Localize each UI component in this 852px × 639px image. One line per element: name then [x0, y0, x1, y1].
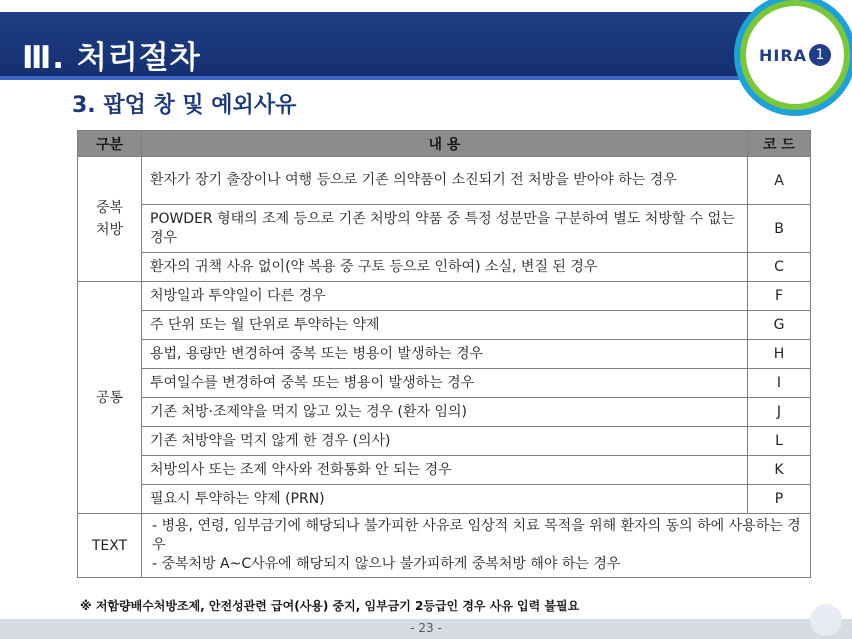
header-content: 내 용 — [142, 131, 748, 157]
header-category: 구분 — [78, 131, 142, 157]
code-cell: B — [748, 205, 811, 253]
category-cell: TEXT — [78, 514, 142, 578]
content-cell: 주 단위 또는 월 단위로 투약하는 약제 — [142, 311, 748, 340]
table-row — [78, 427, 811, 456]
logo-text: HIRA — [758, 45, 808, 65]
category-cell: 공통 — [78, 282, 142, 514]
content-cell: 필요시 투약하는 약제 (PRN) — [142, 485, 748, 514]
header-code: 코 드 — [748, 131, 811, 157]
content-cell: 환자의 귀책 사유 없이(약 복용 중 구토 등으로 인하여) 소실, 변질 된 경우 — [142, 253, 748, 282]
table-header-row — [78, 131, 811, 157]
header-bar — [0, 12, 780, 76]
table-row — [78, 282, 811, 311]
content-cell: 환자가 장기 출장이나 여행 등으로 기존 의약품이 소진되기 전 처방을 받아야 하는 경우 — [142, 157, 748, 205]
table-row — [78, 311, 811, 340]
content-cell: 기존 처방·조제약을 먹지 않고 있는 경우 (환자 임의) — [142, 398, 748, 427]
exception-reason-table — [77, 130, 811, 578]
content-cell: 처방일과 투약일이 다른 경우 — [142, 282, 748, 311]
table-row — [78, 157, 811, 205]
table-row — [78, 340, 811, 369]
footnote: ※ 저함량배수처방조제, 안전성관련 급여(사용) 중지, 임부금기 2등급인 경우 사유 입력 불필요 — [80, 599, 580, 613]
code-cell: K — [748, 456, 811, 485]
content-cell: - 병용, 연령, 임부금기에 해당되나 불가피한 사유로 임상적 치료 목적을 위해 환자의 동의 하에 사용하는 경우 - 중복처방 A~C사유에 해당되지 않으나 불가피하게 중복처방 해야 하는 경우 — [142, 514, 811, 578]
code-cell: I — [748, 369, 811, 398]
code-cell: A — [748, 157, 811, 205]
table-row — [78, 253, 811, 282]
table-row — [78, 398, 811, 427]
table-row — [78, 514, 811, 578]
code-cell: C — [748, 253, 811, 282]
exception-table — [77, 130, 810, 578]
content-cell: 용법, 용량만 변경하여 중복 또는 병용이 발생하는 경우 — [142, 340, 748, 369]
code-cell: G — [748, 311, 811, 340]
content-cell: POWDER 형태의 조제 등으로 기존 처방의 약품 중 특정 성분만을 구분하여 별도 처방할 수 없는 경우 — [142, 205, 748, 253]
table-row — [78, 205, 811, 253]
page-title: Ⅲ. 처리절차 — [22, 40, 201, 76]
category-cell: 중복 처방 — [78, 157, 142, 282]
page-number: - 23 - — [410, 621, 442, 635]
table-row — [78, 485, 811, 514]
code-cell: L — [748, 427, 811, 456]
section-subtitle: 3. 팝업 창 및 예외사유 — [72, 93, 297, 118]
logo-badge-icon: 1 — [809, 44, 831, 66]
table-row — [78, 456, 811, 485]
code-cell: P — [748, 485, 811, 514]
hira-logo — [724, 0, 852, 118]
table-row — [78, 369, 811, 398]
code-cell: F — [748, 282, 811, 311]
code-cell: J — [748, 398, 811, 427]
footer-decoration — [810, 604, 842, 636]
content-cell: 처방의사 또는 조제 약사와 전화통화 안 되는 경우 — [142, 456, 748, 485]
code-cell: H — [748, 340, 811, 369]
header-accent-line — [0, 76, 780, 80]
content-cell: 투여일수를 변경하여 중복 또는 병용이 발생하는 경우 — [142, 369, 748, 398]
logo-inner-circle — [746, 6, 844, 104]
content-cell: 기존 처방약을 먹지 않게 한 경우 (의사) — [142, 427, 748, 456]
